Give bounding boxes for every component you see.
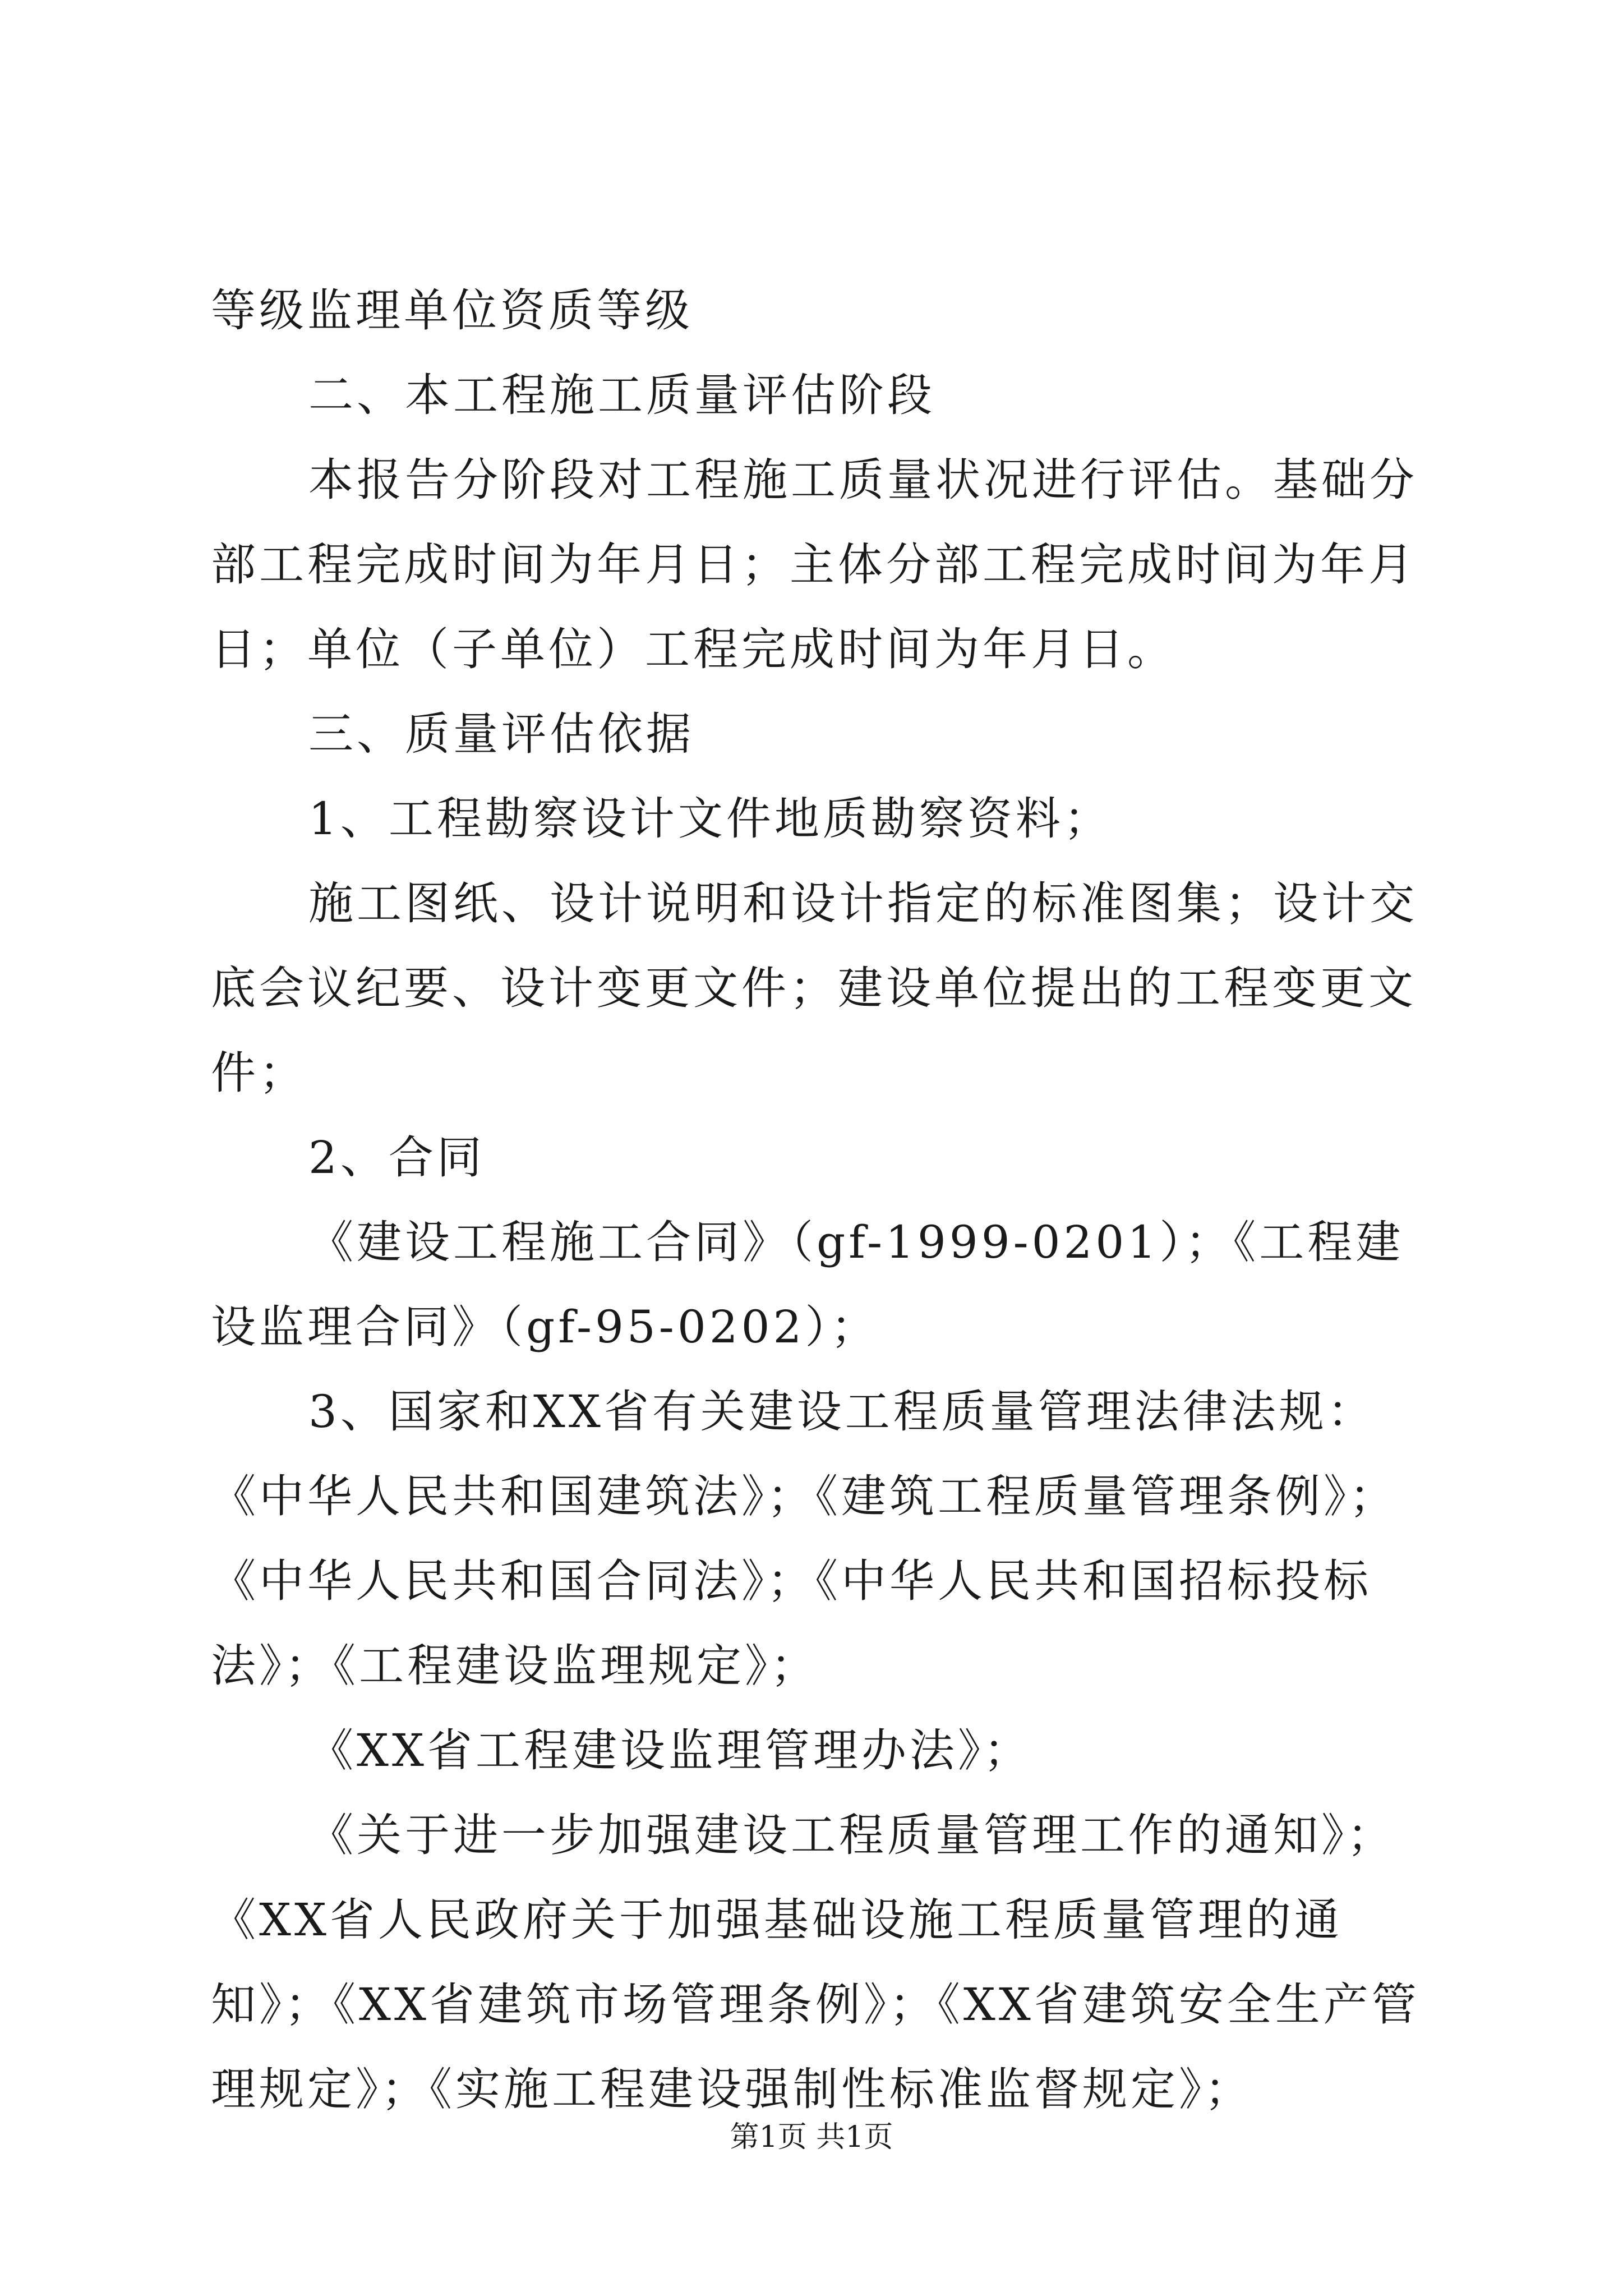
paragraph-contracts: 《建设工程施工合同》（gf-1999-0201）；《工程建设监理合同》（gf-95-0202）； [211,1216,1404,1353]
paragraph-design-documents: 施工图纸、设计说明和设计指定的标准图集；设计交底会议纪要、设计变更文件；建设单位提出的工程变更文件； [211,877,1418,1099]
paragraph-basis-item-2: 2、合同 [308,1131,485,1184]
page-number-label: 第1页 共1页 [730,2120,893,2154]
paragraph-basis-item-1: 1、工程勘察设计文件地质勘察资料； [308,793,1112,845]
heading-evaluation-basis: 三、质量评估依据 [308,708,694,760]
document-body [211,268,1422,2132]
paragraph-notices-and-regulations: 《关于进一步加强建设工程质量管理工作的通知》；《XX省人民政府关于加强基础设施工程质量管理的通知》；《XX省建筑市场管理条例》；《XX省建筑安全生产管理规定》；《实施工程建设强制性标准监督规定》； [211,1809,1420,2115]
paragraph-basis-item-3: 3、国家和XX省有关建设工程质量管理法律法规：《中华人民共和国建筑法》；《建筑工程质量管理条例》；《中华人民共和国合同法》；《中华人民共和国招标投标法》；《工程建设监理规定》； [211,1386,1398,1692]
heading-evaluation-stage: 二、本工程施工质量评估阶段 [308,369,935,421]
paragraph-evaluation-stage: 本报告分阶段对工程施工质量状况进行评估。基础分部工程完成时间为年月日；主体分部工程完成时间为年月日；单位（子单位）工程完成时间为年月日。 [211,454,1418,675]
paragraph-provincial-measures: 《XX省工程建设监理管理办法》； [308,1724,1032,1777]
paragraph-qualification-level: 等级监理单位资质等级 [211,284,693,337]
page-footer [0,2119,1623,2155]
